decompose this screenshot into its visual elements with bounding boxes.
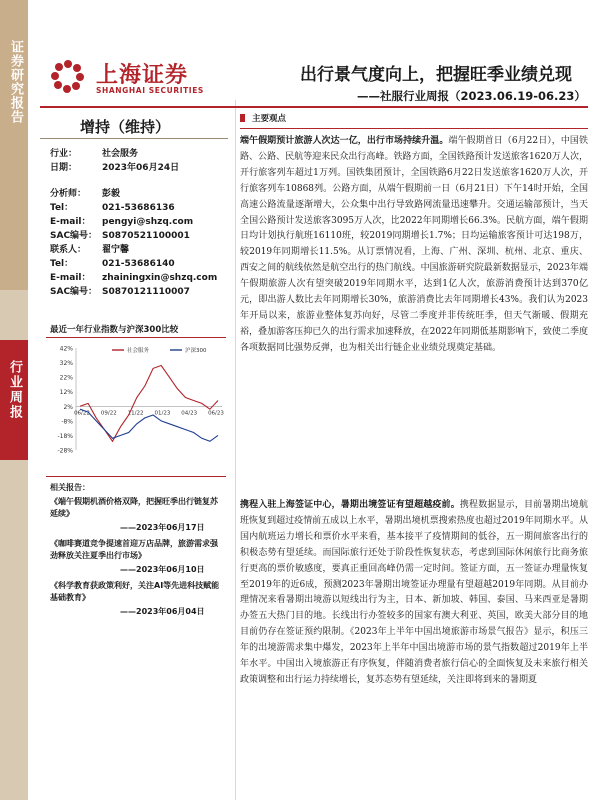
logo-english-name: SHANGHAI SECURITIES — [96, 86, 204, 95]
legend-label-0: 社会服务 — [127, 348, 150, 354]
header-rule — [40, 106, 588, 108]
weekly-report-label: 行业周报 — [7, 360, 22, 420]
company-logo-icon — [50, 58, 86, 94]
related-report-2[interactable]: 《咖啡赛道竞争提速首迎万店品牌，旅游需求强劲释放关注夏季出行市场》 — [50, 539, 218, 560]
related-heading: 相关报告： — [50, 483, 90, 492]
y-tick-label: 22% — [59, 374, 73, 382]
rating: 增持（维持） — [80, 118, 171, 136]
related-report-3[interactable]: 《科学教育获政策利好，关注AI等先进科技赋能基础教育》 — [50, 581, 220, 602]
y-tick-label: 42% — [59, 345, 73, 353]
y-tick-label: -8% — [61, 418, 73, 426]
sac1-label: SAC编号： — [50, 231, 98, 241]
sac2-label: SAC编号： — [50, 287, 98, 297]
y-tick-label: 12% — [59, 389, 73, 397]
email2-label: E-mail： — [50, 273, 91, 283]
sac2-row — [50, 284, 190, 297]
related-report-3-date: ——2023年06月04日 — [120, 607, 205, 616]
logo-chinese-name: 上海证券 — [96, 63, 189, 88]
industry-value: 社会服务 — [102, 149, 139, 159]
date-row — [50, 160, 179, 173]
x-tick-label: 09/22 — [100, 410, 117, 417]
section-bullet — [240, 114, 245, 122]
sac1-value: S0870521100001 — [102, 231, 190, 241]
rating-rule — [40, 138, 228, 139]
sac1-row — [50, 228, 190, 241]
main-points-heading: 主要观点 — [252, 114, 287, 124]
email1-row — [50, 214, 193, 227]
paragraph-travel — [240, 134, 588, 357]
paragraph-visa-lead: 携程入驻上海签证中心，暑期出境签证有望超越疫前。 — [240, 500, 460, 510]
contact-row — [50, 242, 129, 255]
x-tick-label: 11/22 — [127, 410, 144, 417]
date-label: 日期： — [50, 163, 78, 173]
paragraph-travel-lead: 端午假期预计旅游人次达一亿，出行市场持续升温。 — [240, 136, 449, 146]
email2-value[interactable]: zhainingxin@shzq.com — [102, 273, 218, 283]
chart-title: 最近一年行业指数与沪深300比较 — [50, 325, 179, 335]
date-value: 2023年06月24日 — [102, 163, 180, 173]
x-tick-label: 04/23 — [181, 410, 198, 417]
tel2-label: Tel： — [50, 259, 74, 269]
contact-label: 联系人： — [50, 245, 87, 255]
x-tick-label: 06/22 — [74, 410, 90, 417]
email1-label: E-mail： — [50, 217, 91, 227]
related-report-2-date: ——2023年06月10日 — [120, 565, 205, 574]
index-comparison-chart — [46, 340, 226, 460]
tel1-row — [50, 200, 175, 213]
tel2-value: 021-53686140 — [102, 259, 175, 269]
x-tick-label: 01/23 — [154, 410, 171, 417]
legend-label-1: 沪深300 — [185, 348, 207, 354]
analyst-row — [50, 186, 120, 199]
related-report-1[interactable]: 《端午假期机酒价格双降，把握旺季出行链复苏延续》 — [50, 497, 218, 518]
paragraph-visa-body: 携程数据显示，目前暑期出境航班恢复到超过疫情前五成以上水平，暑期出境机票搜索热度也超过2019年同期水平。从国内航班运力增长和票价水平来看，基本接平了疫情期间的低谷，五一期间旅客出行的积极态势有望延续。而国际旅行还处于阶段性恢复状态，考虑到国际休闲旅行比商务旅行更高的票价敏感度，要真正重回高峰仍需一定时间。签证方面，五一签证办理量恢复至2019年的近6成，预测2023年暑期出境签证办理量有望超越2019年同期。从目前办理情况来看暑期出境游以短线出行为主，日本、新加坡、韩国、泰国、马来西亚是暑期办签五大热门目的地。长线出行办签较多的国家有澳大利亚、英国，欧美大部分目的地目前仍存在签证预约限制。《2023年上半年中国出境旅游市场景气报告》显示，积压三年的出境游需求集中爆发，2023年上半年中国出境游市场的景气指数超过2019年上半年水平。中国出入境旅游正有序恢复，伴随消费者旅行信心的全面恢复及未来旅行相关政策调整和出行运力持续增长，复苏态势有望延续，关注即将到来的暑期夏 — [240, 500, 588, 685]
paragraph-travel-body: 端午假期首日（6月22日），中国铁路、公路、民航等迎来民众出行高峰。铁路方面，全国铁路预计发送旅客1620万人次，开行旅客列车超过1万列。国铁集团预计，全国铁路6月22日发送旅客1620万人次，开行旅客列车10868列。公路方面，从端午假期前一日（6月21日）下午14时开始，全国高速公路流量逐渐增大，公众集中出行导致路网流量迅速攀升。交通运输部预计，当天全国公路预计发送旅客3095万人次，比2022年同期增长66.3%。民航方面，端午假期日均计划执行航班16110班，较2019同期增长1.7%；日均运输旅客预计可达198万，较2019年同期增长11.5%。从订票情况看，上海、广州、深圳、杭州、北京、重庆、西安之间的航线依然是航空出行的热门航线。中国旅游研究院最新数据显示，2023年端午假期旅游人次有望突破2019年同期水平，达到1亿人次，旅游消费预计达到370亿元，即出游人数比去年同期增长30%，旅游消费比去年同期增长43%。我们认为2023年开局以来，旅游业整体复苏向好，尽管二季度并非传统旺季，但天气渐暖、假期充裕，叠加游客压抑已久的出行需求加速释放，在2022年同期低基期影响下，致使二季度各项数据同比强势反弹，也为相关出行链企业业绩兑现奠定基础。 — [240, 136, 588, 353]
tel2-row — [50, 256, 175, 269]
research-report-label: 证券研究报告 — [8, 40, 23, 124]
analyst-name: 彭毅 — [102, 189, 121, 199]
related-report-1-date: ——2023年06月17日 — [120, 523, 205, 532]
report-subtitle: ——社服行业周报（2023.06.19-06.23） — [357, 89, 586, 103]
tel1-value: 021-53686136 — [102, 203, 175, 213]
industry-label: 行业： — [50, 149, 78, 159]
email2-row — [50, 270, 217, 283]
section-rule — [240, 128, 588, 129]
y-tick-label: 32% — [59, 360, 73, 368]
report-title: 出行景气度向上，把握旺季业绩兑现 — [300, 65, 572, 85]
series-line-0 — [80, 366, 218, 442]
paragraph-visa — [240, 498, 588, 689]
contact-name: 翟宁馨 — [102, 245, 130, 255]
y-tick-label: 2% — [63, 403, 73, 411]
analyst-label: 分析师： — [50, 189, 87, 199]
related-rule — [46, 476, 226, 477]
sac2-value: S0870121110007 — [102, 287, 190, 297]
column-divider — [235, 100, 236, 800]
y-tick-label: -18% — [57, 432, 73, 440]
x-tick-label: 06/23 — [208, 410, 224, 417]
tel1-label: Tel： — [50, 203, 74, 213]
industry-row — [50, 146, 138, 159]
email1-value[interactable]: pengyi@shzq.com — [102, 217, 194, 227]
y-tick-label: -28% — [57, 447, 73, 455]
